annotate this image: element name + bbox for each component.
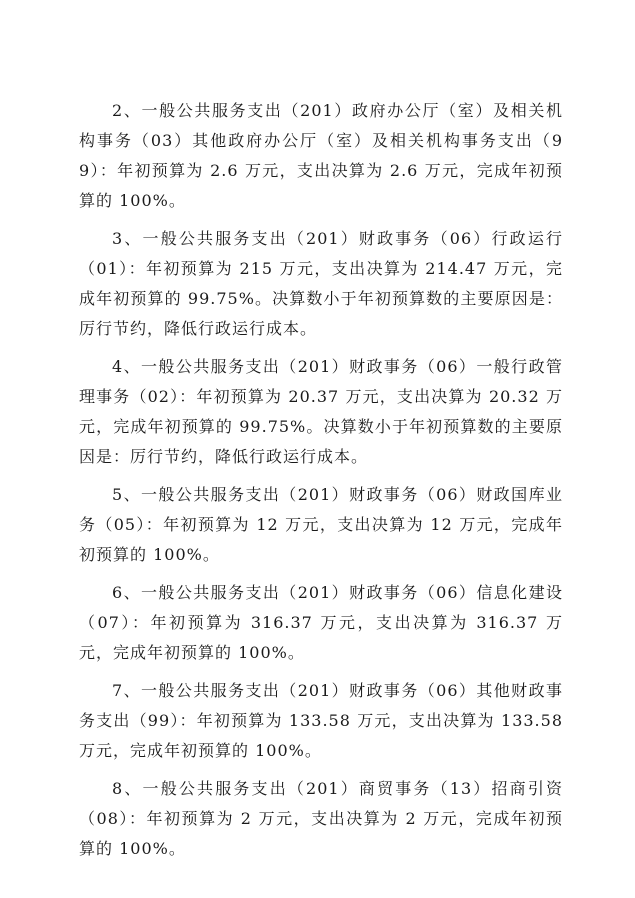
paragraph-item-4: 4、一般公共服务支出（201）财政事务（06）一般行政管理事务（02）：年初预算为 20.37 万元，支出决算为 20.32 万元，完成年初预算的 99.75%。决算数小于年初预算数的主要原因是：厉行节约，降低行政运行成本。: [79, 357, 563, 466]
paragraph-item-7: 7、一般公共服务支出（201）财政事务（06）其他财政事务支出（99）：年初预算为 133.58 万元，支出决算为 133.58 万元，完成年初预算的 100%。: [79, 681, 563, 760]
paragraph-item-2: 2、一般公共服务支出（201）政府办公厅（室）及相关机构事务（03）其他政府办公厅（室）及相关机构事务支出（99）：年初预算为 2.6 万元，支出决算为 2.6 万元，完成年初预算的 100%。: [79, 101, 563, 210]
paragraph-item-8: 8、一般公共服务支出（201）商贸事务（13）招商引资（08）：年初预算为 2 万元，支出决算为 2 万元，完成年初预算的 100%。: [79, 779, 563, 858]
document-body: [79, 96, 563, 872]
paragraph-item-5: 5、一般公共服务支出（201）财政事务（06）财政国库业务（05）：年初预算为 12 万元，支出决算为 12 万元，完成年初预算的 100%。: [79, 485, 563, 564]
paragraph-item-6: 6、一般公共服务支出（201）财政事务（06）信息化建设（07）：年初预算为 316.37 万元，支出决算为 316.37 万元，完成年初预算的 100%。: [79, 583, 563, 662]
paragraph-item-3: 3、一般公共服务支出（201）财政事务（06）行政运行（01）：年初预算为 215 万元，支出决算为 214.47 万元，完成年初预算的 99.75%。决算数小于年初预算数的主要原因是：厉行节约，降低行政运行成本。: [79, 229, 563, 338]
